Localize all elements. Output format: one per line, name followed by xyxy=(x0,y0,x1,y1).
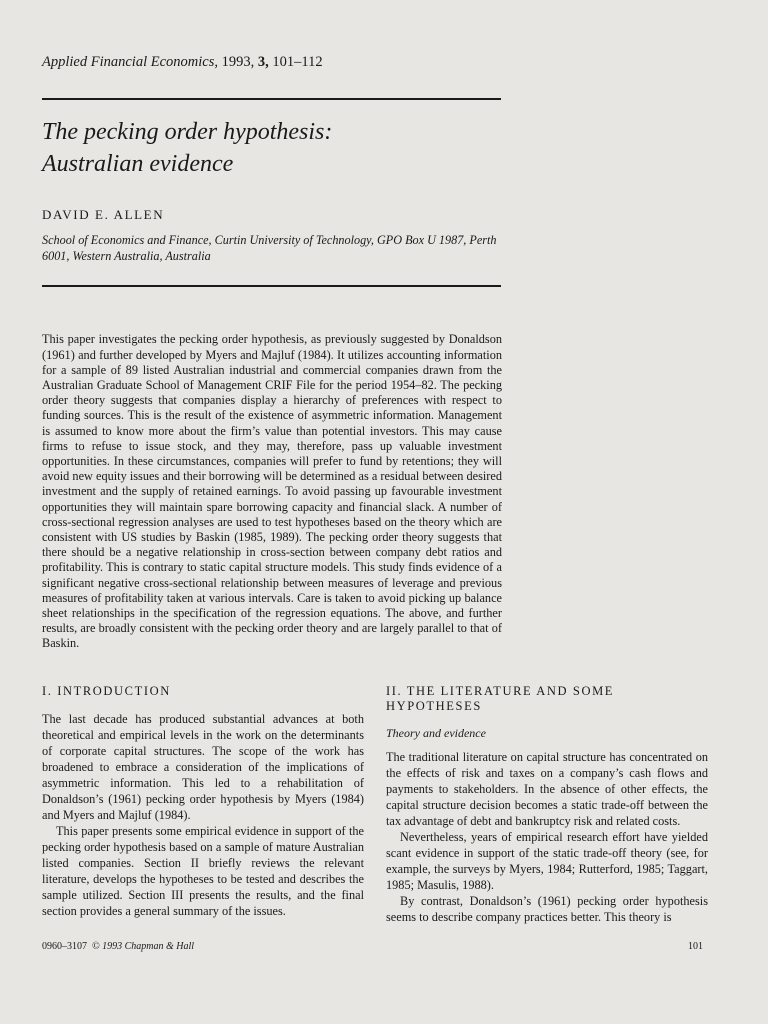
intro-paragraph-1: The last decade has produced substantial advances at both theoretical and empirical levels in the work on the determinants of corporate capital structures. The scope of the work has broadened to embrace a consideration of the implications of asymmetric information. This led to a rehabilitation of Donaldson’s (1961) pecking order hypothesis by Myers (1984) and Myers and Majluf (1984). xyxy=(42,712,364,822)
left-column xyxy=(42,684,364,919)
journal-citation xyxy=(42,54,323,71)
subsection-heading: Theory and evidence xyxy=(386,726,486,740)
author-affiliation: School of Economics and Finance, Curtin University of Technology, GPO Box U 1987, Perth 6001, Western Australia, Australia xyxy=(42,233,497,263)
section-heading-line-1: II. THE LITERATURE AND SOME xyxy=(386,684,615,698)
author-name: DAVID E. ALLEN xyxy=(42,207,165,222)
journal-name: Applied Financial Economics, xyxy=(42,54,218,70)
journal-pages: 101–112 xyxy=(272,54,323,70)
title-line-2: Australian evidence xyxy=(42,151,234,177)
journal-year: 1993, xyxy=(221,54,255,70)
literature-paragraph-3: By contrast, Donaldson’s (1961) pecking order hypothesis seems to describe company practices better. This theory is xyxy=(386,894,708,924)
journal-volume: 3, xyxy=(257,54,269,70)
footer-issn: 0960–3107 xyxy=(42,941,87,952)
section-heading-literature xyxy=(386,684,708,714)
bottom-rule xyxy=(42,285,501,287)
right-column xyxy=(386,684,708,925)
article-title xyxy=(42,116,512,180)
abstract: This paper investigates the pecking order hypothesis, as previously suggested by Donaldson (1961) and further developed by Myers and Majluf (1984). It utilizes accounting information for a sample of 89 listed Australian industrial and commercial companies drawn from the Australian Graduate School of Management CRIF File for the period 1954–82. The pecking order theory suggests that companies display a hierarchy of preferences with respect to funding sources. This is the result of the existence of asymmetric information. Management is assumed to know more about the firm’s value than potential investors. This may cause firms to refuse to issue stock, and they may, therefore, pass up valuable investment opportunities. In these circumstances, companies will prefer to fund by retentions; they will avoid new equity issues and their borrowing will be determined as a residual between desired investment and the supply of retained earnings. To avoid passing up favourable investment opportunities they will maintain spare borrowing capacity and financial slack. A number of cross-sectional regression analyses are used to test hypotheses based on the theory which are consistent with US studies by Baskin (1985, 1989). The pecking order theory suggests that there should be a negative relationship in cross-section between company debt ratios and profitability. This is contrary to static capital structure models. This study finds evidence of a significant negative cross-sectional relationship between measures of leverage and previous measures of profitability taken at various intervals. Care is taken to avoid picking up balance sheet relationships in the specification of the regression equations. The above, and further results, are broadly consistent with the pecking order theory and are largely parallel to that of Baskin. xyxy=(42,332,502,651)
literature-paragraph-2: Nevertheless, years of empirical research effort have yielded scant evidence in support of the static trade-off theory (see, for example, the surveys by Myers, 1984; Rutterford, 1985; Taggart, 1985; Masulis, 1988). xyxy=(386,830,708,892)
literature-paragraph-1: The traditional literature on capital structure has concentrated on the effects of risk and taxes on a company’s cash flows and payments to stakeholders. In the absence of other effects, the capital structure decision becomes a static trade-off between the tax advantage of debt and bankruptcy risk and related costs. xyxy=(386,750,708,828)
intro-paragraph-2: This paper presents some empirical evidence in support of the pecking order hypothesis based on a sample of mature Australian listed companies. Section II briefly reviews the relevant literature, develops the hypotheses to be tested and describes the sample utilized. Section III presents the results, and the final section provides a general summary of the issues. xyxy=(42,824,364,918)
footer-publication-info xyxy=(42,941,194,952)
title-line-1: The pecking order hypothesis: xyxy=(42,119,333,145)
section-heading-line-2: HYPOTHESES xyxy=(386,699,482,713)
page-number: 101 xyxy=(688,941,703,952)
top-rule xyxy=(42,98,501,100)
footer-copyright: © 1993 Chapman & Hall xyxy=(92,941,195,952)
section-heading-introduction: I. INTRODUCTION xyxy=(42,684,171,698)
